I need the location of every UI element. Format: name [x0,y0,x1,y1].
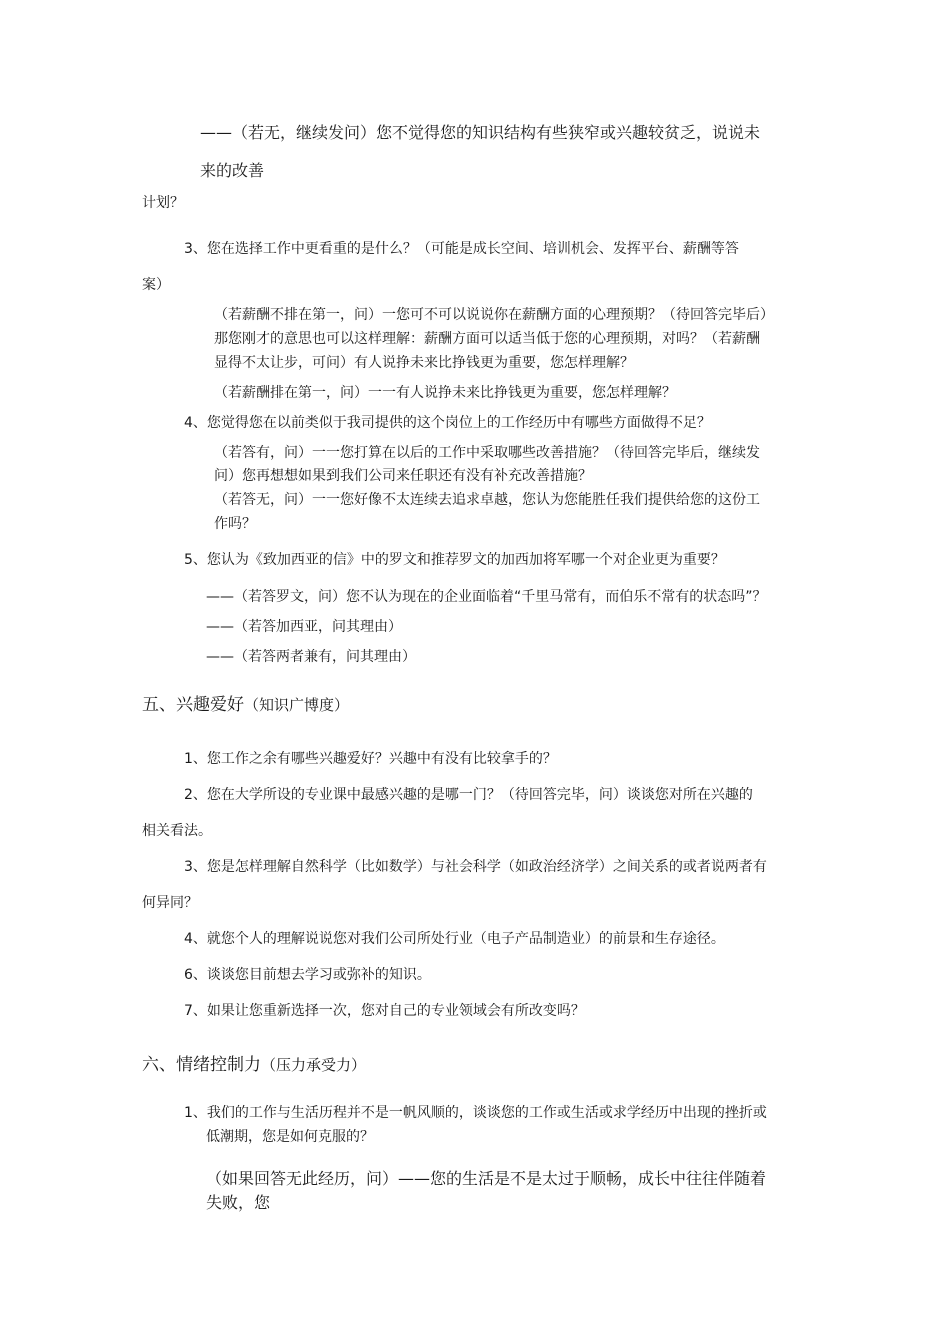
section-heading [142,690,349,715]
list-item: 1、我们的工作与生活历程并不是一帆风顺的，谈谈您的工作或生活或求学经历中出现的挫折或 [184,1105,767,1121]
section-heading [142,1050,366,1075]
list-item: 2、您在大学所设的专业课中最感兴趣的是哪一门？（待回答完毕，问）谈谈您对所在兴趣的 [184,787,753,803]
section-heading-main: 六、情绪控制力 [142,1055,261,1075]
text-line: （若薪酬排在第一，问）一一有人说挣未来比挣钱更为重要，您怎样理解？ [214,385,676,401]
text-line: 相关看法。 [142,823,212,839]
text-line: 问）您再想想如果到我们公司来任职还有没有补充改善措施？ [214,468,592,484]
text-line: ——（若答两者兼有，问其理由） [206,649,416,665]
text-line: 低潮期，您是如何克服的？ [206,1129,374,1145]
text-line: （若答有，问）一一您打算在以后的工作中采取哪些改善措施？（待回答完毕后，继续发 [214,445,760,461]
list-item: 7、如果让您重新选择一次，您对自己的专业领域会有所改变吗？ [184,1003,585,1019]
text-line: ——（若答加西亚，问其理由） [206,619,402,635]
text-line: ——（若答罗文，问）您不认为现在的企业面临着“千里马常有，而伯乐不常有的状态吗”？ [206,589,767,605]
list-item: 1、您工作之余有哪些兴趣爱好？兴趣中有没有比较拿手的？ [184,751,557,767]
section-heading-sub: （压力承受力） [261,1056,367,1074]
text-line: ——（若无，继续发问）您不觉得您的知识结构有些狭窄或兴趣较贫乏，说说未 [200,123,761,142]
list-item: 6、谈谈您目前想去学习或弥补的知识。 [184,967,431,983]
list-item: 4、您觉得您在以前类似于我司提供的这个岗位上的工作经历中有哪些方面做得不足？ [184,415,711,431]
list-item: 4、就您个人的理解说说您对我们公司所处行业（电子产品制造业）的前景和生存途径。 [184,931,725,947]
text-line: 那您刚才的意思也可以这样理解：薪酬方面可以适当低于您的心理预期，对吗？（若薪酬 [214,331,760,347]
text-line: （如果回答无此经历，问）——您的生活是不是太过于顺畅，成长中往往伴随着 [206,1169,767,1188]
text-line: 计划？ [142,195,184,211]
text-line: （若薪酬不排在第一，问）一您可不可以说说你在薪酬方面的心理预期？（待回答完毕后） [214,307,774,323]
text-line: 作吗？ [214,516,256,532]
list-item: 5、您认为《致加西亚的信》中的罗文和推荐罗文的加西加将军哪一个对企业更为重要？ [184,552,725,568]
list-item: 3、您在选择工作中更看重的是什么？（可能是成长空间、培训机会、发挥平台、薪酬等答 [184,241,739,257]
text-line: 失败，您 [206,1193,271,1212]
text-line: 来的改善 [200,161,265,180]
section-heading-sub: （知识广博度） [244,696,350,714]
list-item: 3、您是怎样理解自然科学（比如数学）与社会科学（如政治经济学）之间关系的或者说两者有 [184,859,767,875]
text-line: 案） [142,277,170,293]
text-line: 显得不太让步，可问）有人说挣未来比挣钱更为重要，您怎样理解？ [214,355,634,371]
text-line: 何异同？ [142,895,198,911]
section-heading-main: 五、兴趣爱好 [142,695,244,715]
text-line: （若答无，问）一一您好像不太连续去追求卓越，您认为您能胜任我们提供给您的这份工 [214,492,760,508]
